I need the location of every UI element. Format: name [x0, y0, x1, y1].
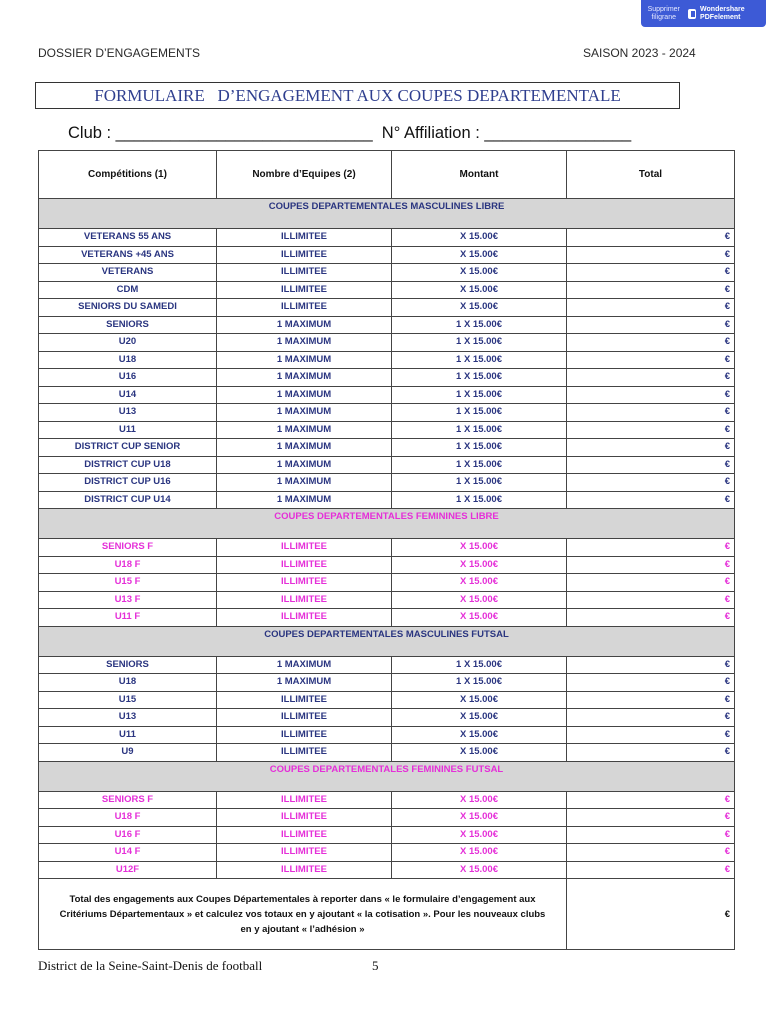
amount-cell: 1 X 15.00€: [392, 474, 567, 492]
amount-cell: X 15.00€: [392, 539, 567, 557]
total-cell[interactable]: €: [567, 281, 735, 299]
table-row: [39, 709, 735, 727]
table-row: [39, 456, 735, 474]
competition-cell: DISTRICT CUP SENIOR: [39, 439, 217, 457]
competition-cell: U14 F: [39, 844, 217, 862]
competition-cell: DISTRICT CUP U16: [39, 474, 217, 492]
club-affiliation-line: Club : ____________________________ N° Affiliation : ________________: [68, 124, 632, 142]
competition-cell: SENIORS: [39, 316, 217, 334]
competition-cell: U11 F: [39, 609, 217, 627]
table-row: [39, 591, 735, 609]
teams-cell: 1 MAXIMUM: [217, 439, 392, 457]
amount-cell: X 15.00€: [392, 826, 567, 844]
competition-cell: SENIORS DU SAMEDI: [39, 299, 217, 317]
teams-cell: ILLIMITEE: [217, 791, 392, 809]
amount-cell: X 15.00€: [392, 791, 567, 809]
competition-cell: U20: [39, 334, 217, 352]
table-row: [39, 809, 735, 827]
competition-cell: SENIORS F: [39, 791, 217, 809]
amount-cell: X 15.00€: [392, 709, 567, 727]
total-cell[interactable]: €: [567, 491, 735, 509]
table-row: [39, 539, 735, 557]
teams-cell: ILLIMITEE: [217, 264, 392, 282]
competition-cell: U18: [39, 351, 217, 369]
footer-text: District de la Seine-Saint-Denis de football: [38, 958, 263, 973]
amount-cell: X 15.00€: [392, 229, 567, 247]
teams-cell: 1 MAXIMUM: [217, 386, 392, 404]
section-spacer-cell: [39, 526, 735, 539]
competition-cell: U9: [39, 744, 217, 762]
table-row: [39, 744, 735, 762]
header-competitions: Compétitions (1): [39, 151, 217, 199]
section-header: [39, 761, 735, 779]
amount-cell: 1 X 15.00€: [392, 421, 567, 439]
teams-cell: 1 MAXIMUM: [217, 316, 392, 334]
table-row: [39, 491, 735, 509]
total-cell[interactable]: €: [567, 246, 735, 264]
amount-cell: X 15.00€: [392, 591, 567, 609]
section-title: COUPES DEPARTEMENTALES MASCULINES LIBRE: [39, 199, 735, 217]
amount-cell: X 15.00€: [392, 609, 567, 627]
total-cell[interactable]: €: [567, 229, 735, 247]
table-row: [39, 609, 735, 627]
amount-cell: 1 X 15.00€: [392, 386, 567, 404]
teams-cell: ILLIMITEE: [217, 539, 392, 557]
amount-cell: 1 X 15.00€: [392, 456, 567, 474]
amount-cell: X 15.00€: [392, 691, 567, 709]
amount-cell: 1 X 15.00€: [392, 351, 567, 369]
competition-cell: U15 F: [39, 574, 217, 592]
total-cell[interactable]: €: [567, 691, 735, 709]
total-cell[interactable]: €: [567, 556, 735, 574]
competition-cell: U13 F: [39, 591, 217, 609]
teams-cell: 1 MAXIMUM: [217, 351, 392, 369]
table-row: [39, 316, 735, 334]
competition-cell: SENIORS: [39, 656, 217, 674]
table-row: [39, 556, 735, 574]
amount-cell: X 15.00€: [392, 861, 567, 879]
total-cell[interactable]: €: [567, 351, 735, 369]
header-amount: Montant: [392, 151, 567, 199]
teams-cell: 1 MAXIMUM: [217, 421, 392, 439]
competition-cell: VETERANS: [39, 264, 217, 282]
competition-cell: U16 F: [39, 826, 217, 844]
teams-cell: ILLIMITEE: [217, 691, 392, 709]
amount-cell: X 15.00€: [392, 264, 567, 282]
table-row: [39, 264, 735, 282]
page-number: 5: [372, 958, 379, 973]
amount-cell: X 15.00€: [392, 726, 567, 744]
table-row: [39, 674, 735, 692]
amount-cell: X 15.00€: [392, 809, 567, 827]
teams-cell: 1 MAXIMUM: [217, 491, 392, 509]
competition-cell: U11: [39, 726, 217, 744]
section-title: COUPES DEPARTEMENTALES FEMININES LIBRE: [39, 509, 735, 527]
competition-cell: U12F: [39, 861, 217, 879]
section-header: [39, 509, 735, 527]
competition-cell: U13: [39, 709, 217, 727]
teams-cell: ILLIMITEE: [217, 826, 392, 844]
teams-cell: 1 MAXIMUM: [217, 456, 392, 474]
table-row: [39, 844, 735, 862]
total-cell[interactable]: €: [567, 474, 735, 492]
section-spacer: [39, 216, 735, 229]
total-cell[interactable]: €: [567, 609, 735, 627]
teams-cell: ILLIMITEE: [217, 556, 392, 574]
total-cell[interactable]: €: [567, 386, 735, 404]
total-cell[interactable]: €: [567, 439, 735, 457]
total-cell[interactable]: €: [567, 709, 735, 727]
table-row: [39, 421, 735, 439]
total-cell[interactable]: €: [567, 674, 735, 692]
amount-cell: X 15.00€: [392, 299, 567, 317]
section-spacer-cell: [39, 644, 735, 657]
page-title: FORMULAIRE D’ENGAGEMENT AUX COUPES DEPARTEMENTALE: [35, 82, 680, 109]
competition-cell: VETERANS 55 ANS: [39, 229, 217, 247]
table-row: [39, 691, 735, 709]
competition-cell: U11: [39, 421, 217, 439]
teams-cell: 1 MAXIMUM: [217, 334, 392, 352]
header-teams: Nombre d’Equipes (2): [217, 151, 392, 199]
total-cell[interactable]: €: [567, 809, 735, 827]
teams-cell: ILLIMITEE: [217, 574, 392, 592]
section-header: [39, 626, 735, 644]
amount-cell: 1 X 15.00€: [392, 491, 567, 509]
table-row: [39, 299, 735, 317]
section-spacer: [39, 779, 735, 792]
section-title: COUPES DEPARTEMENTALES MASCULINES FUTSAL: [39, 626, 735, 644]
header-right: SAISON 2023 - 2024: [583, 46, 696, 60]
brand-label: Wondershare PDFelement: [700, 5, 745, 21]
watermark-badge[interactable]: [641, 0, 766, 27]
amount-cell: X 15.00€: [392, 246, 567, 264]
engagement-table: [38, 150, 735, 950]
table-row: [39, 404, 735, 422]
total-cell[interactable]: €: [567, 456, 735, 474]
amount-cell: 1 X 15.00€: [392, 404, 567, 422]
amount-cell: X 15.00€: [392, 556, 567, 574]
total-cell[interactable]: €: [567, 744, 735, 762]
table-row: [39, 229, 735, 247]
teams-cell: ILLIMITEE: [217, 709, 392, 727]
table-row: [39, 726, 735, 744]
competition-cell: DISTRICT CUP U14: [39, 491, 217, 509]
amount-cell: X 15.00€: [392, 744, 567, 762]
pdfelement-logo-icon: [688, 9, 696, 19]
competition-cell: SENIORS F: [39, 539, 217, 557]
section-spacer: [39, 644, 735, 657]
total-cell[interactable]: €: [567, 726, 735, 744]
total-cell[interactable]: €: [567, 421, 735, 439]
table-header-row: [39, 151, 735, 199]
teams-cell: ILLIMITEE: [217, 844, 392, 862]
teams-cell: 1 MAXIMUM: [217, 369, 392, 387]
total-cell[interactable]: €: [567, 844, 735, 862]
table-row: [39, 246, 735, 264]
amount-cell: 1 X 15.00€: [392, 674, 567, 692]
amount-cell: X 15.00€: [392, 281, 567, 299]
teams-cell: ILLIMITEE: [217, 299, 392, 317]
competition-cell: U16: [39, 369, 217, 387]
table-row: [39, 826, 735, 844]
competition-cell: U14: [39, 386, 217, 404]
amount-cell: 1 X 15.00€: [392, 439, 567, 457]
total-cell[interactable]: €: [567, 264, 735, 282]
table-row: [39, 791, 735, 809]
teams-cell: 1 MAXIMUM: [217, 656, 392, 674]
grand-total-row: [39, 879, 735, 950]
amount-cell: 1 X 15.00€: [392, 656, 567, 674]
grand-total-instructions: Total des engagements aux Coupes Départementales à reporter dans « le formulaire d’engagement aux Critériums Départementaux » et calculez vos totaux en y ajoutant « la cotisation ». Pour les nouveaux clubs en y ajoutant « l’adhésion »: [39, 879, 567, 950]
teams-cell: ILLIMITEE: [217, 281, 392, 299]
table-row: [39, 656, 735, 674]
total-cell[interactable]: €: [567, 826, 735, 844]
total-cell[interactable]: €: [567, 656, 735, 674]
teams-cell: ILLIMITEE: [217, 246, 392, 264]
competition-cell: U18: [39, 674, 217, 692]
total-cell[interactable]: €: [567, 369, 735, 387]
header-total: Total: [567, 151, 735, 199]
total-cell[interactable]: €: [567, 861, 735, 879]
teams-cell: ILLIMITEE: [217, 609, 392, 627]
total-cell[interactable]: €: [567, 299, 735, 317]
total-cell[interactable]: €: [567, 404, 735, 422]
table-row: [39, 574, 735, 592]
teams-cell: ILLIMITEE: [217, 744, 392, 762]
amount-cell: 1 X 15.00€: [392, 316, 567, 334]
competition-cell: DISTRICT CUP U18: [39, 456, 217, 474]
section-spacer-cell: [39, 216, 735, 229]
teams-cell: ILLIMITEE: [217, 861, 392, 879]
competition-cell: VETERANS +45 ANS: [39, 246, 217, 264]
table-row: [39, 386, 735, 404]
teams-cell: ILLIMITEE: [217, 809, 392, 827]
section-spacer-cell: [39, 779, 735, 792]
table-row: [39, 861, 735, 879]
amount-cell: 1 X 15.00€: [392, 369, 567, 387]
teams-cell: 1 MAXIMUM: [217, 674, 392, 692]
total-cell[interactable]: €: [567, 334, 735, 352]
total-cell[interactable]: €: [567, 591, 735, 609]
amount-cell: 1 X 15.00€: [392, 334, 567, 352]
competition-cell: U15: [39, 691, 217, 709]
competition-cell: U13: [39, 404, 217, 422]
total-cell[interactable]: €: [567, 791, 735, 809]
competition-cell: CDM: [39, 281, 217, 299]
table-row: [39, 369, 735, 387]
table-row: [39, 334, 735, 352]
competition-cell: U18 F: [39, 809, 217, 827]
total-cell[interactable]: €: [567, 574, 735, 592]
amount-cell: X 15.00€: [392, 574, 567, 592]
section-title: COUPES DEPARTEMENTALES FEMININES FUTSAL: [39, 761, 735, 779]
teams-cell: 1 MAXIMUM: [217, 474, 392, 492]
total-cell[interactable]: €: [567, 539, 735, 557]
table-row: [39, 281, 735, 299]
section-header: [39, 199, 735, 217]
teams-cell: ILLIMITEE: [217, 229, 392, 247]
competition-cell: U18 F: [39, 556, 217, 574]
section-spacer: [39, 526, 735, 539]
total-cell[interactable]: €: [567, 316, 735, 334]
teams-cell: ILLIMITEE: [217, 591, 392, 609]
header-left: DOSSIER D’ENGAGEMENTS: [38, 46, 201, 60]
amount-cell: X 15.00€: [392, 844, 567, 862]
table-row: [39, 351, 735, 369]
table-row: [39, 474, 735, 492]
grand-total-cell[interactable]: €: [567, 879, 735, 950]
remove-watermark-label[interactable]: Supprimer filigrane: [647, 5, 680, 21]
table-row: [39, 439, 735, 457]
teams-cell: 1 MAXIMUM: [217, 404, 392, 422]
teams-cell: ILLIMITEE: [217, 726, 392, 744]
